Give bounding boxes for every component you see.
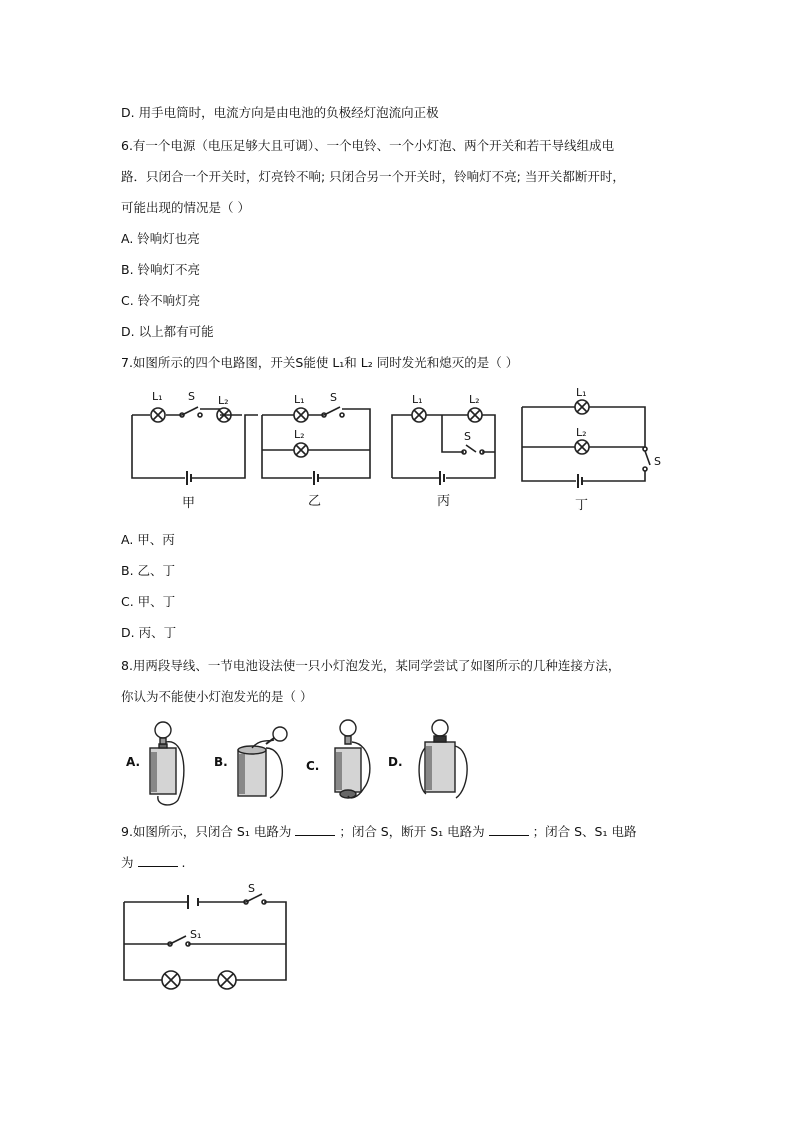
q9-part3: ；闭合 S、S₁ 电路 (532, 824, 637, 839)
label-l2: L₂ (218, 394, 229, 407)
q6-stem-line2: 路．只闭合一个开关时，灯亮铃不响; 只闭合另一个开关时，铃响灯不亮; 当开关都断开时， (121, 169, 625, 184)
circuit-jia (132, 390, 258, 511)
battery-icon (188, 895, 198, 909)
q9-circuit-diagram (118, 882, 293, 992)
q8-stem-line1: 8.用两段导线、一节电池设法使一只小灯泡发光，某同学尝试了如图所示的几种连接方法， (121, 658, 621, 673)
label-s: S (248, 882, 255, 895)
q9-stem-line2 (121, 854, 186, 871)
q6-stem-line3: 可能出现的情况是（ ） (121, 200, 250, 215)
bulb-icon (432, 720, 448, 736)
q8-stem-line2: 你认为不能使小灯泡发光的是（ ） (121, 689, 313, 704)
circuit-ding (522, 386, 661, 513)
label-s: S (654, 455, 661, 468)
q9-blank-2[interactable] (489, 823, 529, 836)
figure-c (306, 720, 370, 798)
label-l2: L₂ (294, 428, 305, 441)
q9-blank-1[interactable] (295, 823, 335, 836)
label-l2: L₂ (576, 426, 587, 439)
label-s1: S₁ (190, 928, 202, 941)
q9-part1: 9.如图所示，只闭合 S₁ 电路为 (121, 824, 292, 839)
figure-label-b: B. (214, 755, 228, 769)
figure-a (126, 722, 184, 805)
q8-battery-figures (120, 718, 480, 808)
bulb-icon (273, 727, 287, 741)
battery-icon (314, 471, 318, 485)
circuit-bing (392, 393, 495, 509)
label-l1: L₁ (152, 390, 163, 403)
battery-icon (578, 474, 582, 488)
label-l1: L₁ (576, 386, 587, 399)
figure-label-c: C. (306, 759, 320, 773)
caption-ding: 丁 (575, 498, 589, 513)
q7-option-c: C. 甲、丁 (121, 594, 176, 609)
battery-icon (440, 471, 444, 485)
label-s: S (330, 391, 337, 404)
caption-yi: 乙 (308, 494, 322, 509)
q6-option-c: C. 铃不响灯亮 (121, 293, 201, 308)
figure-label-d: D. (388, 755, 403, 769)
q7-circuit-diagrams (120, 385, 680, 515)
figure-b (214, 727, 287, 798)
caption-bing: 丙 (437, 494, 451, 509)
figure-d (388, 720, 467, 798)
battery-icon (187, 471, 191, 485)
figure-label-a: A. (126, 755, 141, 769)
q7-stem: 7.如图所示的四个电路图，开关S能使 L₁和 L₂ 同时发光和熄灭的是（ ） (121, 355, 519, 370)
q7-option-a: A. 甲、丙 (121, 532, 175, 547)
q6-option-b: B. 铃响灯不亮 (121, 262, 201, 277)
label-l1: L₁ (412, 393, 423, 406)
label-l1: L₁ (294, 393, 305, 406)
q9-end: . (181, 855, 186, 870)
q7-option-b: B. 乙、丁 (121, 563, 176, 578)
q6-option-a: A. 铃响灯也亮 (121, 231, 200, 246)
q9-blank-3[interactable] (138, 854, 178, 867)
label-s: S (188, 390, 195, 403)
q9-line2-prefix: 为 (121, 855, 134, 870)
bulb-icon (340, 720, 356, 736)
q6-stem-line1: 6.有一个电源（电压足够大且可调）、一个电铃、一个小灯泡、两个开关和若干导线组成电 (121, 138, 615, 153)
q9-part2: ；闭合 S，断开 S₁ 电路为 (339, 824, 485, 839)
q5-option-d: D. 用手电筒时，电流方向是由电池的负极经灯泡流向正极 (121, 105, 439, 120)
bulb-icon (155, 722, 171, 738)
q9-stem-line1 (121, 823, 636, 840)
q6-option-d: D. 以上都有可能 (121, 324, 214, 339)
label-s: S (464, 430, 471, 443)
q7-option-d: D. 丙、丁 (121, 625, 177, 640)
circuit-yi (262, 391, 370, 509)
caption-jia: 甲 (182, 496, 196, 511)
label-l2: L₂ (469, 393, 480, 406)
